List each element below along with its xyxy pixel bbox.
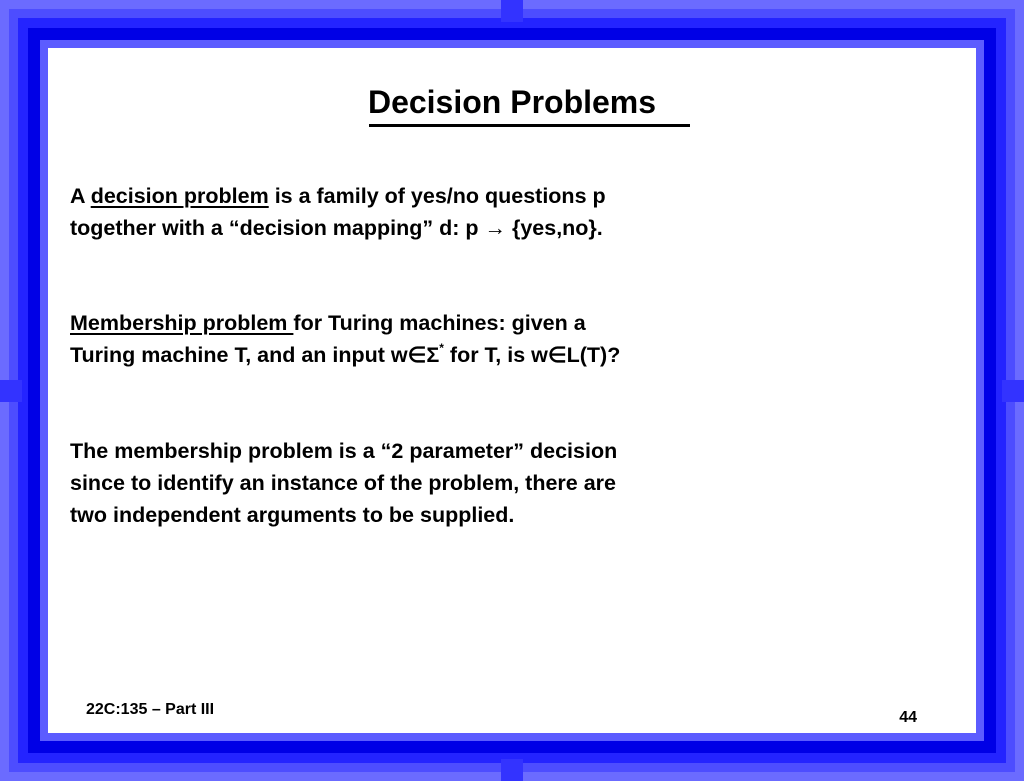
paragraph-definition bbox=[70, 180, 770, 244]
frame-notch-left bbox=[0, 380, 22, 402]
title-underline bbox=[369, 124, 690, 127]
text-span: Turing machine T, and an input w∈Σ bbox=[70, 343, 440, 367]
paragraph-line: two independent arguments to be supplied. bbox=[70, 503, 515, 527]
paragraph-membership bbox=[70, 307, 770, 371]
kleene-star: * bbox=[439, 340, 444, 355]
text-span: for T, is w∈L(T)? bbox=[443, 343, 621, 367]
frame-notch-right bbox=[1002, 380, 1024, 402]
text-span: A bbox=[70, 184, 91, 208]
paragraph-two-parameter bbox=[70, 435, 770, 531]
footer-page-number: 44 bbox=[899, 709, 917, 726]
paragraph-line bbox=[70, 180, 770, 212]
paragraph-line: The membership problem is a “2 parameter” decision bbox=[70, 439, 618, 463]
paragraph-line bbox=[70, 339, 770, 371]
paragraph-line: together with a “decision mapping” d: p → {yes,no}. bbox=[70, 216, 603, 240]
term-decision-problem: decision problem bbox=[90, 184, 269, 208]
frame-notch-bottom bbox=[501, 759, 523, 781]
slide-canvas bbox=[48, 48, 976, 733]
paragraph-line bbox=[70, 307, 770, 339]
frame-notch-top bbox=[501, 0, 523, 22]
term-membership-problem: Membership problem bbox=[70, 311, 294, 335]
footer-course-label: 22C:135 – Part III bbox=[86, 701, 215, 718]
text-span: is a family of yes/no questions p bbox=[268, 184, 606, 208]
slide-title: Decision Problems bbox=[367, 84, 657, 120]
paragraph-line: since to identify an instance of the problem, there are bbox=[70, 471, 616, 495]
text-span: for Turing machines: given a bbox=[293, 311, 586, 335]
